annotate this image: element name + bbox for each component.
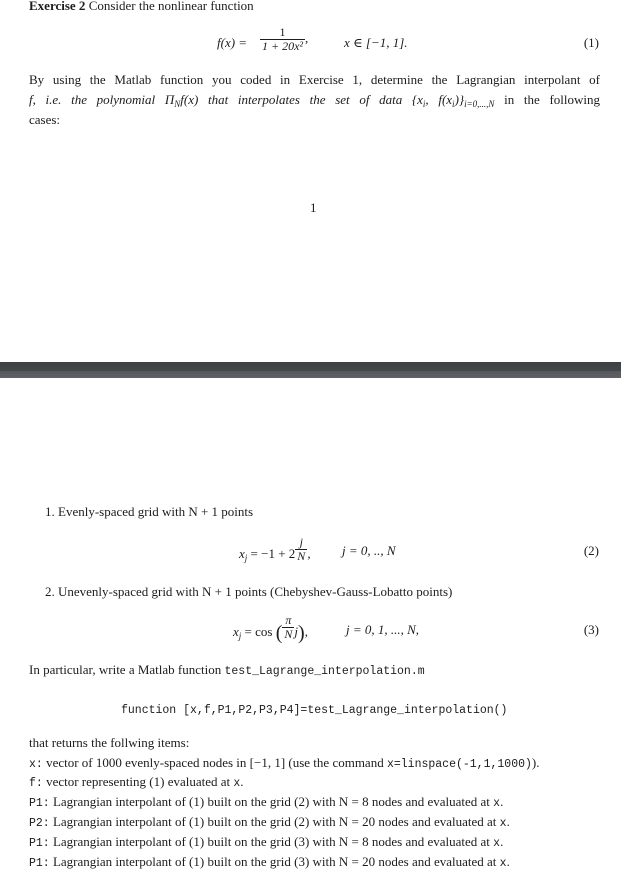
particular-instruction: In particular, write a Matlab function test_Lagrange_interpolation.m xyxy=(29,662,425,678)
equation-2-denominator: N xyxy=(297,549,306,563)
paragraph-line-1: By using the Matlab function you coded in Exercise 1, determine the Lagrangian interpolant of xyxy=(29,72,600,87)
equation-2-numerator: j xyxy=(299,535,303,549)
list-item-1 xyxy=(45,504,253,520)
function-signature: function [x,f,P1,P2,P3,P4]=test_Lagrange_interpolation() xyxy=(121,704,508,717)
equation-2: $x_j = -1 + 2$ $\frac{j}{N}$ , xyxy=(239,535,311,563)
exercise-intro-line xyxy=(29,0,254,14)
returns-intro: that returns the follwing items: xyxy=(29,735,190,750)
equation-1-trailing: , xyxy=(305,30,309,46)
list-item-2-marker: 2. xyxy=(45,584,55,599)
equation-1-lhs: f(x) = xyxy=(217,35,248,50)
equation-1-numerator: 1 xyxy=(279,25,286,39)
document-page-bottom xyxy=(0,378,621,883)
paragraph-line-3: cases: xyxy=(29,112,61,127)
equation-1-number: (1) xyxy=(583,35,599,50)
equation-2-number: (2) xyxy=(583,543,599,558)
equation-3-range: j = 0, 1, ..., N, xyxy=(346,622,420,637)
document-page-top xyxy=(0,0,621,362)
page-break-divider xyxy=(0,362,621,378)
list-item-2 xyxy=(45,584,452,600)
return-item-f: f: vector representing (1) evaluated at x. xyxy=(29,774,244,790)
equation-3-denominator: N xyxy=(284,627,293,641)
return-item-p1: P1: Lagrangian interpolant of (1) built on the grid (2) with N = 8 nodes and evaluated at x. xyxy=(29,794,504,810)
list-item-2-text: Unevenly-spaced grid with N + 1 points (Chebyshev-Gauss-Lobatto points) xyxy=(58,584,453,599)
return-item-x: x: vector of 1000 evenly-spaced nodes in [−1, 1] (use the command x=linspace(-1,1,1000)). xyxy=(29,755,540,771)
equation-3-number: (3) xyxy=(583,622,599,637)
list-item-1-text: Evenly-spaced grid with N + 1 points xyxy=(58,504,254,519)
exercise-heading: Exercise 2 xyxy=(29,0,86,13)
equation-1-domain: x ∈ [−1, 1]. xyxy=(344,35,408,50)
return-item-p3: P1: Lagrangian interpolant of (1) built on the grid (3) with N = 8 nodes and evaluated at x. xyxy=(29,834,504,850)
list-item-1-marker: 1. xyxy=(45,504,55,519)
function-filename: test_Lagrange_interpolation.m xyxy=(224,665,425,678)
equation-3-numerator: π xyxy=(285,613,292,627)
return-item-p4: P1: Lagrangian interpolant of (1) built on the grid (3) with N = 20 nodes and evaluated at x. xyxy=(29,854,510,870)
equation-1-denominator: 1 + 20x² xyxy=(262,39,304,53)
paragraph-line-2: f, i.e. the polynomial $\Pi_Nf(x)$ that interpolates the set of data {$x_i$, $f(x_i)\}_{i=0,...,N}$ in the following xyxy=(29,92,601,109)
exercise-intro: Consider the nonlinear function xyxy=(88,0,254,13)
equation-3: $x_j = \cos$ ( $\frac{\pi}{N}$ j), xyxy=(233,613,308,644)
return-item-p2: P2: Lagrangian interpolant of (1) built on the grid (2) with N = 20 nodes and evaluated at x. xyxy=(29,814,510,830)
equation-1-fraction xyxy=(260,26,308,53)
page-number: 1 xyxy=(310,200,317,215)
equation-2-range: j = 0, .., N xyxy=(342,543,396,558)
